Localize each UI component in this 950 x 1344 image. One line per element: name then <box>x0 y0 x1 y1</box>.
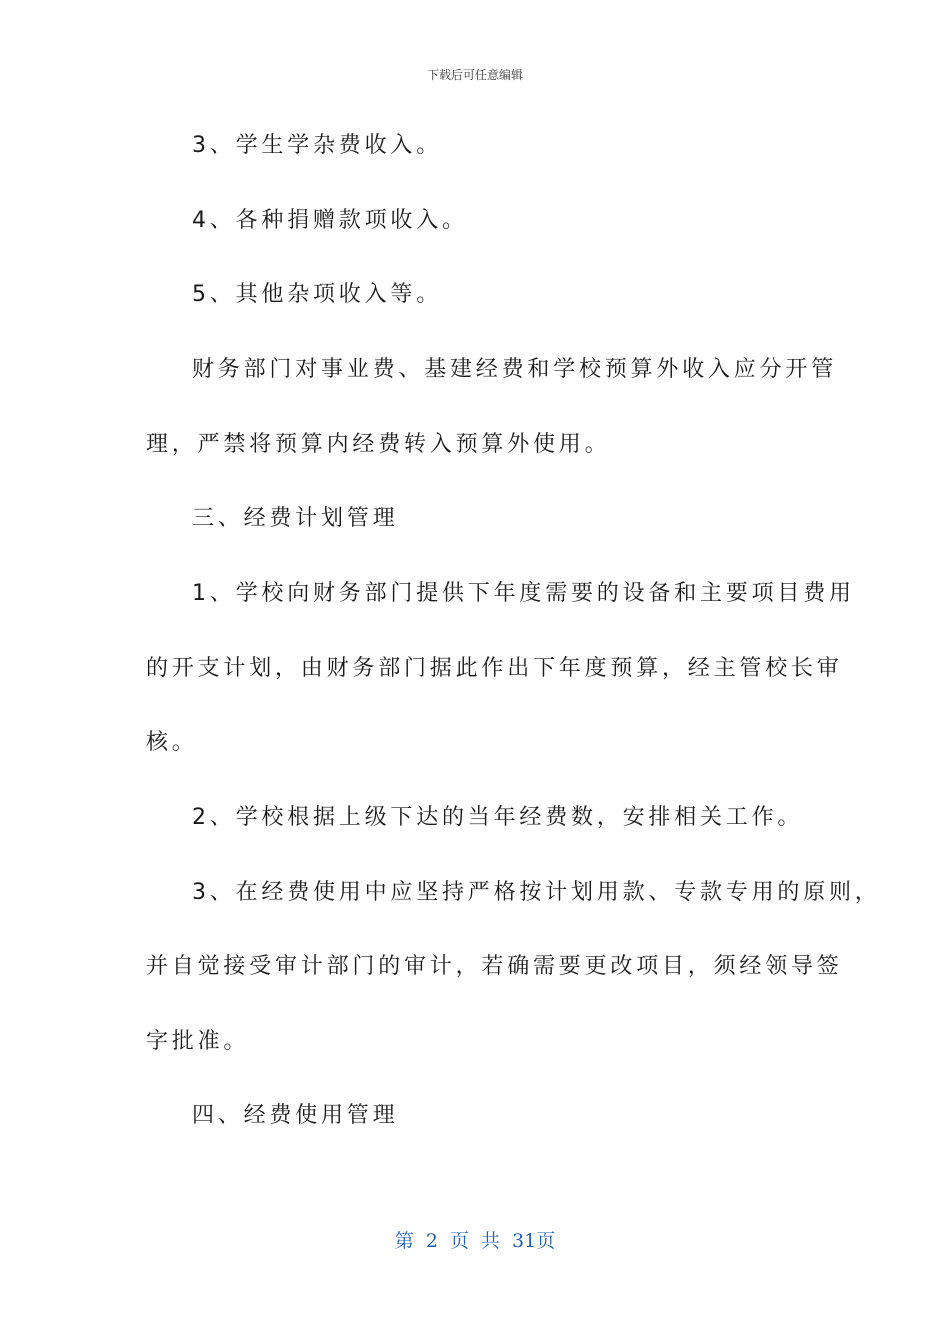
paragraph-line: 理，严禁将预算内经费转入预算外使用。 <box>146 432 611 457</box>
paragraph-line: 核。 <box>146 730 198 755</box>
paragraph-line: 1、学校向财务部门提供下年度需要的设备和主要项目费用 <box>192 581 855 606</box>
paragraph-line: 3、在经费使用中应坚持严格按计划用款、专款专用的原则， <box>192 880 881 905</box>
paragraph-line: 2、学校根据上级下达的当年经费数，安排相关工作。 <box>192 805 804 830</box>
paragraph-line: 财务部门对事业费、基建经费和学校预算外收入应分开管 <box>192 357 838 382</box>
section-heading: 四、经费使用管理 <box>192 1103 399 1128</box>
section-heading: 三、经费计划管理 <box>192 506 399 531</box>
paragraph-line: 并自觉接受审计部门的审计，若确需要更改项目，须经领导签 <box>146 954 843 979</box>
header-note: 下载后可任意编辑 <box>426 68 523 82</box>
paragraph-line: 5、其他杂项收入等。 <box>192 282 442 307</box>
paragraph-line: 的开支计划，由财务部门据此作出下年度预算，经主管校长审 <box>146 656 843 681</box>
paragraph-line: 3、学生学杂费收入。 <box>192 133 442 158</box>
page-number: 第 2 页 共 31页 <box>394 1230 556 1252</box>
paragraph-line: 4、各种捐赠款项收入。 <box>192 208 468 233</box>
paragraph-line: 字批准。 <box>146 1029 250 1054</box>
